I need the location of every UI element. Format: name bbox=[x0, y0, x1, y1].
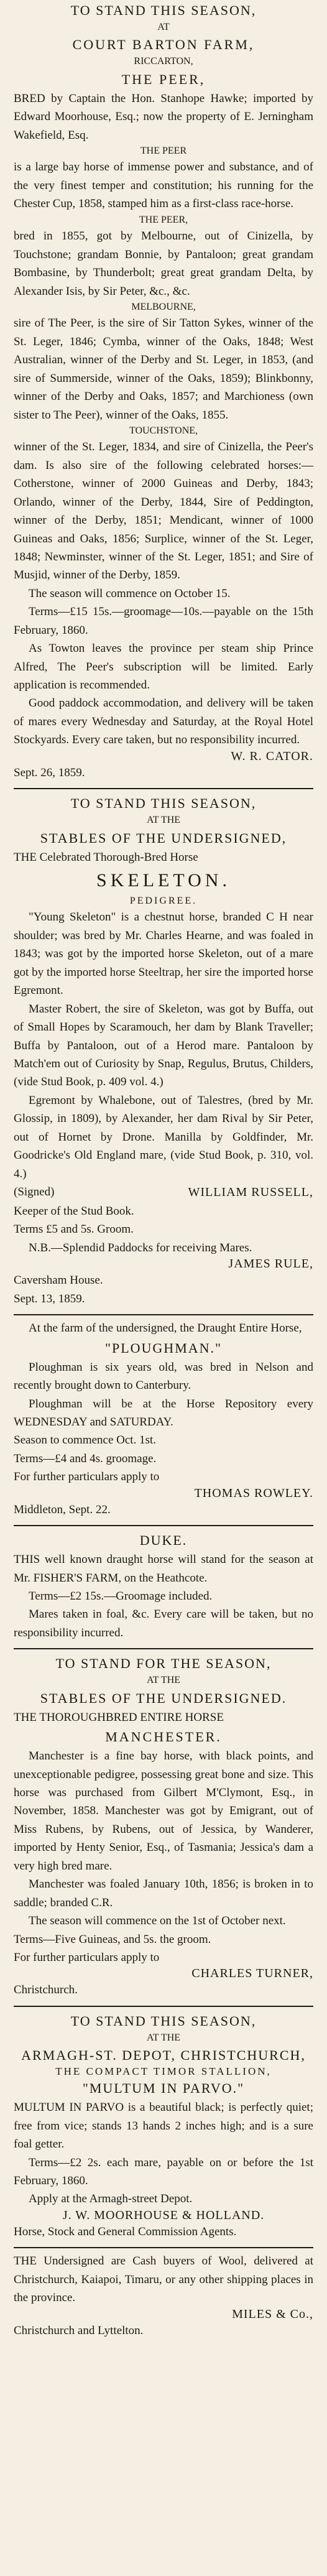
terms-line: Terms—£15 15s.—groomage—10s.—payable on the 15th February, 1860. bbox=[14, 605, 313, 637]
horse-name: "PLOUGHMAN." bbox=[104, 1340, 223, 1356]
farm-name: COURT BARTON FARM, bbox=[72, 37, 255, 53]
nb-line: N.B.—Splendid Paddocks for receiving Mares. bbox=[29, 1241, 252, 1254]
depot-line: ARMAGH-ST. DEPOT, CHRISTCHURCH, bbox=[21, 2047, 306, 2064]
ad-at: AT THE bbox=[146, 2032, 181, 2043]
touchstone-paragraph: winner of the St. Leger, 1834, and sire of Cinizella, the Peer's dam. Is also sire of the following celebrated horses:—Cotherstone, winner of 2000 Guineas and Derby, 1843; Orlando, winner of the Derby, 1844, Sire of Peddington, winner of the Derby, 1851; Mendicant, winner of 1000 Guineas and Oaks, 1856; Surplice, winner of the St. Leger, 1848; Newminster, winner of the St. Leger, 1851; and Sire of Musjid, winner of the Derby, 1859. bbox=[14, 440, 313, 582]
terms-line: Terms—Five Guineas, and 5s. the groom. bbox=[14, 1932, 211, 1946]
horse-name: THE PEER, bbox=[121, 71, 206, 87]
ad-title: TO STAND THIS SEASON, bbox=[70, 2013, 257, 2029]
divider bbox=[14, 1314, 313, 1315]
further-line: For further particulars apply to bbox=[14, 1950, 160, 1964]
owner-name: CHARLES TURNER, bbox=[191, 1967, 313, 1981]
horse-name: DUKE. bbox=[139, 1532, 188, 1549]
owner-name: JAMES RULE, bbox=[228, 1257, 313, 1271]
divider bbox=[14, 1648, 313, 1649]
owner-place: Caversham House. bbox=[14, 1274, 103, 1287]
mares-paragraph: Mares taken in foal, &c. Every care will be taken, but no responsibility incurred. bbox=[14, 1608, 313, 1639]
description-paragraph: Ploughman is six years old, was bred in Nelson and recently brought down to Canterbury. bbox=[14, 1360, 313, 1392]
multum-in-parvo-advertisement bbox=[14, 2011, 313, 2243]
signature: W. R. CATOR. bbox=[231, 749, 313, 763]
intro-line: THE Celebrated Thorough-Bred Horse bbox=[14, 850, 198, 864]
sire-paragraph: Master Robert, the sire of Skeleton, was got by Buffa, out of Small Hopes by Scaramouch, her dam by Blank Traveller; Buffa by Pantaloon, out of a Herod mare. Pantaloon by Match'em out of Curiosity by Snap, Regulus, Brutus, Childers, (vide Stud Book, p. 409 vol. 4.) bbox=[14, 1002, 313, 1089]
owner-place: Christchurch. bbox=[14, 1983, 78, 1997]
description-paragraph: THIS well known draught horse will stand for the season at Mr. FISHER'S FARM, on the Heathcote. bbox=[14, 1553, 313, 1585]
stables-line: STABLES OF THE UNDERSIGNED. bbox=[40, 1690, 287, 1706]
firm-place: Christchurch and Lyttelton. bbox=[14, 2323, 144, 2337]
ad-at: AT bbox=[157, 22, 170, 32]
section-heading: MELBOURNE, bbox=[131, 301, 196, 312]
season-line: Season to commence Oct. 1st. bbox=[14, 1434, 157, 1447]
keeper-name: WILLIAM RUSSELL, bbox=[188, 1185, 313, 1199]
date-line: Middleton, Sept. 22. bbox=[14, 1503, 111, 1516]
divider bbox=[14, 2006, 313, 2007]
horse-name: "MULTUM IN PARVO." bbox=[82, 2080, 245, 2096]
pedigree-heading: PEDIGREE. bbox=[129, 896, 198, 907]
egremont-paragraph: Egremont by Whalebone, out of Talestres, (bred by Mr. Glossip, in 1809), by Alexander, her dam Rival by Sir Peter, out of Hornet by Drone. Manilla by Goldfinder, Mr. Goodricke's Old England mare, (vide Stud Book, p. 310, vol. 4.) bbox=[14, 1093, 313, 1180]
divider bbox=[14, 2247, 313, 2248]
foaled-paragraph: Manchester was foaled January 10th, 1856; is broken in to saddle; branded C.R. bbox=[14, 1878, 313, 1909]
season-paragraph: The season will commence on the 1st of October next. bbox=[29, 1914, 286, 1928]
section-heading: TOUCHSTONE, bbox=[129, 425, 198, 436]
horse-name: MANCHESTER. bbox=[105, 1729, 222, 1745]
ad-title: TO STAND THIS SEASON, bbox=[70, 2, 257, 18]
keeper-role: Keeper of the Stud Book. bbox=[14, 1205, 134, 1218]
terms-line: Terms—£2 15s.—Groomage included. bbox=[29, 1590, 213, 1603]
place-name: RICCARTON, bbox=[134, 56, 193, 67]
description-paragraph: Manchester is a fine bay horse, with black points, and unexceptionable pedigree, possessing great bone and size. This horse was purchased from Gilbert M'Clymont, Esq., in November, 1858. Manchester was got by Emigrant, out of Miss Rubens, by Rubens, out of Jessica, by Wanderer, imported by Henty Senior, Esq., of Tasmania; Jessica's dam a very high bred mare. bbox=[14, 1749, 313, 1873]
intro-line: THE THOROUGHBRED ENTIRE HORSE bbox=[14, 1710, 224, 1724]
date-line: Sept. 26, 1859. bbox=[14, 766, 85, 779]
section-heading: THE PEER bbox=[140, 146, 187, 157]
compact-line: THE COMPACT TIMOR STALLION, bbox=[55, 2065, 272, 2078]
ad-title: TO STAND THIS SEASON, bbox=[70, 795, 257, 812]
apply-line: Apply at the Armagh-street Depot. bbox=[29, 2192, 193, 2206]
intro-paragraph: At the farm of the undersigned, the Draught Entire Horse, bbox=[29, 1322, 302, 1335]
owner-name: J. W. MOORHOUSE & HOLLAND. bbox=[62, 2208, 265, 2222]
ploughman-advertisement bbox=[14, 1319, 313, 1521]
divider bbox=[14, 788, 313, 789]
further-line: For further particulars apply to bbox=[14, 1470, 160, 1484]
firm-name: MILES & Co., bbox=[232, 2307, 313, 2321]
description-paragraph: MULTUM IN PARVO is a beautiful black; is perfectly quiet; free from vice; stands 13 hands 2 inches high; and is a sure foal getter. bbox=[14, 2101, 313, 2151]
towton-paragraph: As Towton leaves the province per steam ship Prince Alfred, The Peer's subscription will be limited. Early application is recommended. bbox=[14, 642, 313, 692]
duke-advertisement bbox=[14, 1530, 313, 1644]
pedigree-paragraph: bred in 1855, got by Melbourne, out of Cinizella, by Touchstone; grandam Bonnie, by Pantaloon; great grandam Bombasine, by Thunderbolt; great great grandam Delta, by Alexander Isis, by Sir Peter, &c., &c. bbox=[14, 229, 313, 298]
date-line: Sept. 13, 1859. bbox=[14, 1292, 85, 1305]
melbourne-paragraph: sire of The Peer, is the sire of Sir Tatton Sykes, winner of the St. Leger, 1846; Cymba, winner of the Oaks, 1848; West Australian, winner of the Derby and St. Leger, in 1853, (and sire of Summerside, winner of the Oaks, 1859); Blinkbonny, winner of the Derby and Oaks, 1857; and Marchioness (own sister to The Peer), winner of the Oaks, 1855. bbox=[14, 317, 313, 422]
season-line: The season will commence on October 15. bbox=[29, 586, 231, 600]
terms-line: Terms—£2 2s. each mare, payable on or before the 1st February, 1860. bbox=[14, 2156, 313, 2187]
ad-at: AT THE bbox=[146, 1675, 181, 1686]
skeleton-advertisement bbox=[14, 793, 313, 1310]
signed-label: (Signed) bbox=[14, 1185, 55, 1198]
attendance-paragraph: Ploughman will be at the Horse Repository every WEDNESDAY and SATURDAY. bbox=[14, 1397, 313, 1429]
signed-row bbox=[14, 1183, 313, 1202]
terms-line: Terms £5 and 5s. Groom. bbox=[14, 1223, 134, 1236]
paddock-paragraph: Good paddock accommodation, and delivery will be taken of mares every Wednesday and Saturday, at the Royal Hotel Stockyards. Every care taken, but no responsibility incurred. bbox=[14, 697, 313, 747]
pedigree-paragraph: "Young Skeleton" is a chestnut horse, branded C H near shoulder; was bred by Mr. Charles Hearne, and was foaled in 1843; was got by the imported horse Skeleton, out of a mare got by the imported horse Steeltrap, her sire the imported horse Egremont. bbox=[14, 910, 313, 998]
wool-buyers-advertisement bbox=[14, 2252, 313, 2342]
description-paragraph: is a large bay horse of immense power and substance, and of the very finest temper and constitution; his running for the Chester Cup, 1858, stamped him as a first-class race-horse. bbox=[14, 160, 313, 211]
the-peer-advertisement bbox=[14, 0, 313, 784]
terms-line: Terms—£4 and 4s. groomage. bbox=[14, 1452, 157, 1465]
ad-at: AT THE bbox=[146, 815, 181, 826]
divider bbox=[14, 1525, 313, 1526]
stables-line: STABLES OF THE UNDERSIGNED, bbox=[40, 830, 287, 846]
section-heading: THE PEER, bbox=[139, 214, 188, 225]
owner-role: Horse, Stock and General Commission Agents. bbox=[14, 2225, 237, 2238]
owner-name: THOMAS ROWLEY. bbox=[194, 1486, 313, 1500]
manchester-advertisement bbox=[14, 1653, 313, 2002]
intro-paragraph: BRED by Captain the Hon. Stanhope Hawke; imported by Edward Moorhouse, Esq.; now the property of E. Jerningham Wakefield, Esq. bbox=[14, 91, 313, 142]
horse-name: SKELETON. bbox=[96, 870, 231, 891]
description-paragraph: THE Undersigned are Cash buyers of Wool, delivered at Christchurch, Kaiapoi, Timaru, or any other shipping places in the province. bbox=[14, 2254, 313, 2305]
ad-title: TO STAND FOR THE SEASON, bbox=[55, 1656, 272, 1672]
